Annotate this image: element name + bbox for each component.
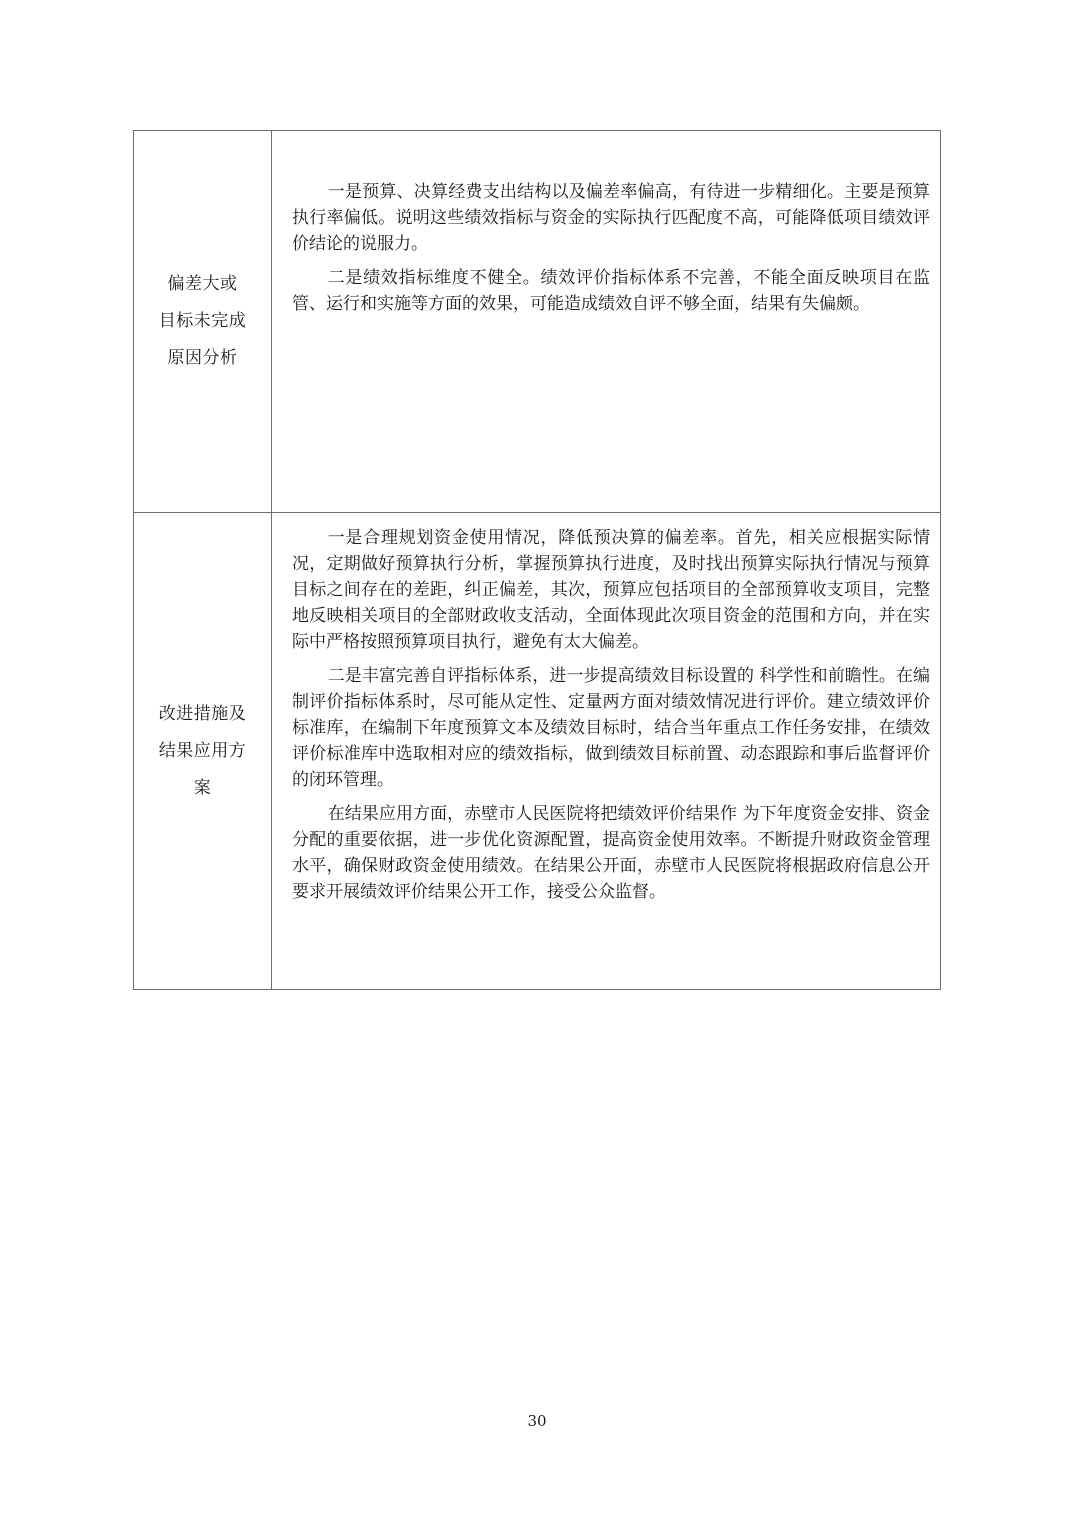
page-number: 30 — [527, 1412, 547, 1430]
row-label-line: 改进措施及 — [158, 703, 247, 724]
row-label-cell — [134, 131, 272, 513]
row-label-cell — [134, 513, 272, 990]
content-paragraph: 一是合理规划资金使用情况，降低预决算的偏差率。首先，相关应根据实际情况，定期做好预算执行分析，掌握预算执行进度，及时找出预算实际执行情况与预算目标之间存在的差距，纠正偏差，其次，预算应包括项目的全部预算收支项目，完整地反映相关项目的全部财政收支活动，全面体现此次项目资金的范围和方向，并在实际中严格按照预算项目执行，避免有太大偏差。 — [292, 528, 930, 652]
evaluation-table — [133, 130, 941, 990]
row-label-line: 原因分析 — [167, 348, 238, 368]
row-content-cell — [272, 513, 941, 990]
table-row — [134, 513, 941, 990]
content-paragraph: 二是绩效指标维度不健全。绩效评价指标体系不完善，不能全面反映项目在监管、运行和实施等方面的效果，可能造成绩效自评不够全面，结果有失偏颇。 — [292, 268, 930, 314]
table-row — [134, 131, 941, 513]
row-content-cell — [272, 131, 941, 513]
row-label-line: 结果应用方 — [158, 740, 247, 761]
content-paragraph: 二是丰富完善自评指标体系，进一步提高绩效目标设置的 科学性和前瞻性。在编制评价指标体系时，尽可能从定性、定量两方面对绩效情况进行评价。建立绩效评价标准库，在编制下年度预算文本及绩效目标时，结合当年重点工作任务安排，在绩效评价标准库中选取相对应的绩效指标，做到绩效目标前置、动态跟踪和事后监督评价的闭环管理。 — [292, 666, 930, 790]
row-label-line: 案 — [193, 777, 212, 798]
row-label-line: 偏差大或 — [167, 274, 238, 294]
content-paragraph: 在结果应用方面，赤壁市人民医院将把绩效评价结果作 为下年度资金安排、资金分配的重要依据，进一步优化资源配置，提高资金使用效率。不断提升财政资金管理水平，确保财政资金使用绩效。在结果公开面，赤壁市人民医院将根据政府信息公开要求开展绩效评价结果公开工作，接受公众监督。 — [292, 804, 930, 902]
row-label-line: 目标未完成 — [158, 311, 247, 331]
content-paragraph: 一是预算、决算经费支出结构以及偏差率偏高，有待进一步精细化。主要是预算执行率偏低。说明这些绩效指标与资金的实际执行匹配度不高，可能降低项目绩效评价结论的说服力。 — [292, 182, 930, 254]
